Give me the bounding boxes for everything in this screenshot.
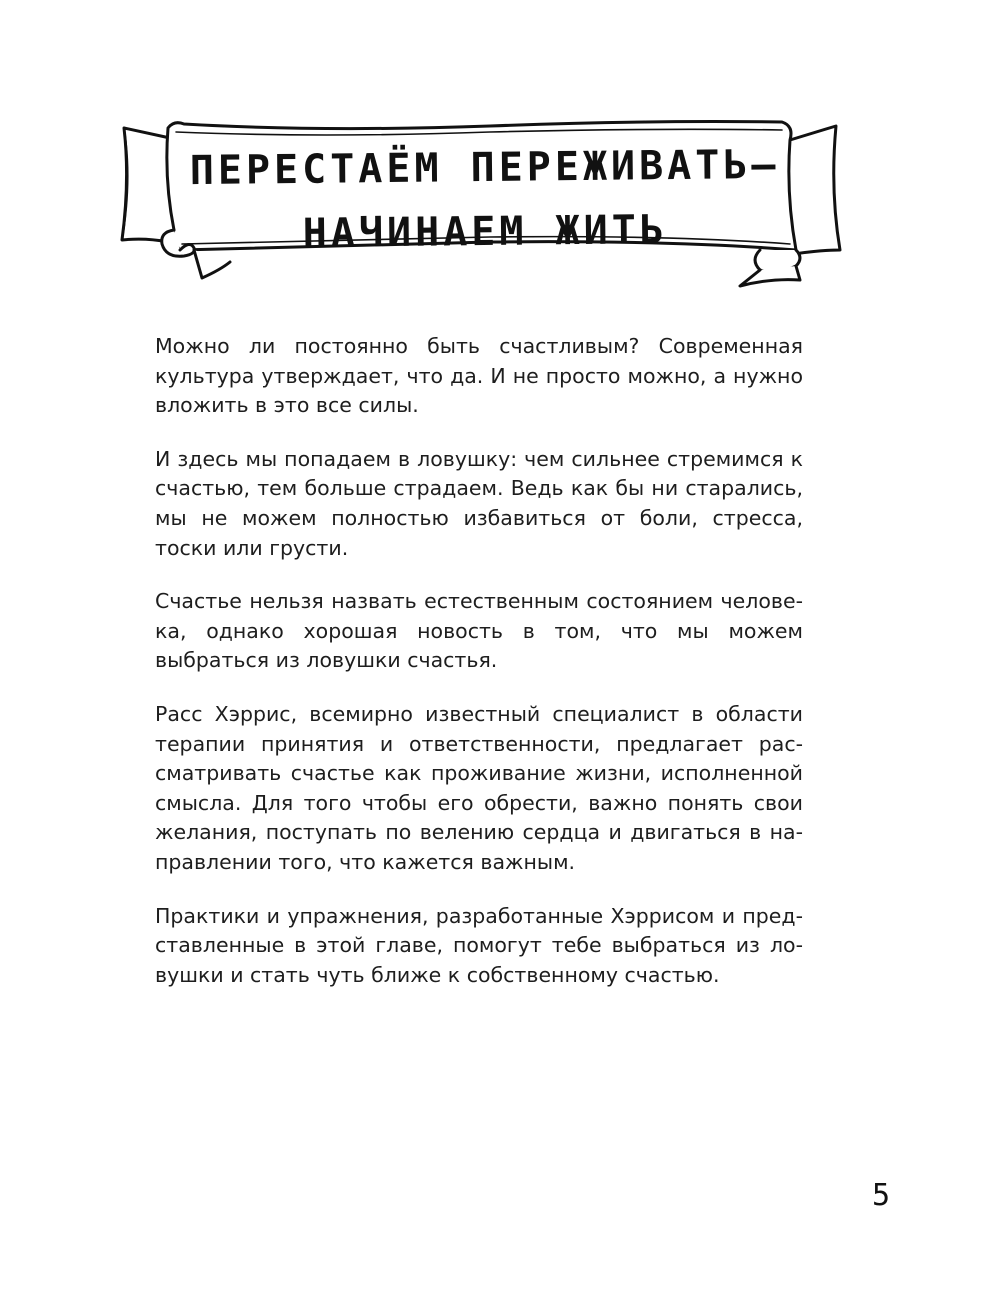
title-line-2: НАЧИНАЕМ ЖИТЬ: [302, 207, 669, 257]
paragraph: Счастье нельзя назвать естественным состоянием человека, однако хорошая новость в том, что мы можем выбраться из ловушки счастья.: [155, 589, 803, 673]
page-title: [169, 133, 800, 268]
paragraph: Расс Хэррис, всемирно известный специалист в области терапии принятия и ответственности, предлагает рассматривать счастье как проживание жизни, исполненной смысла. Для того чтобы его обрести, важно понять свои желания, поступать по велению сердца и двигаться в направлении того, что кажется важным.: [155, 701, 803, 874]
title-banner: [110, 100, 850, 290]
body-text: [155, 332, 803, 1014]
page-number: 5: [872, 1178, 891, 1213]
paragraph: И здесь мы попадаем в ловушку: чем сильнее стремимся к счастью, тем больше страдаем. Ведь как бы ни старались, мы не можем полностью избавиться от боли, стресса, тоски или грусти.: [155, 446, 803, 560]
title-line-1: ПЕРЕСТАЁМ ПЕРЕЖИВАТЬ–: [189, 141, 780, 195]
paragraph: Практики и упражнения, разработанные Хэррисом и представленные в этой главе, помогут тебе выбраться из ловушки и стать чуть ближе к собственному счастью.: [155, 903, 803, 987]
paragraph: Можно ли постоянно быть счастливым? Современная культура утверждает, что да. И не просто можно, а нужно вложить в это все силы.: [155, 334, 803, 418]
